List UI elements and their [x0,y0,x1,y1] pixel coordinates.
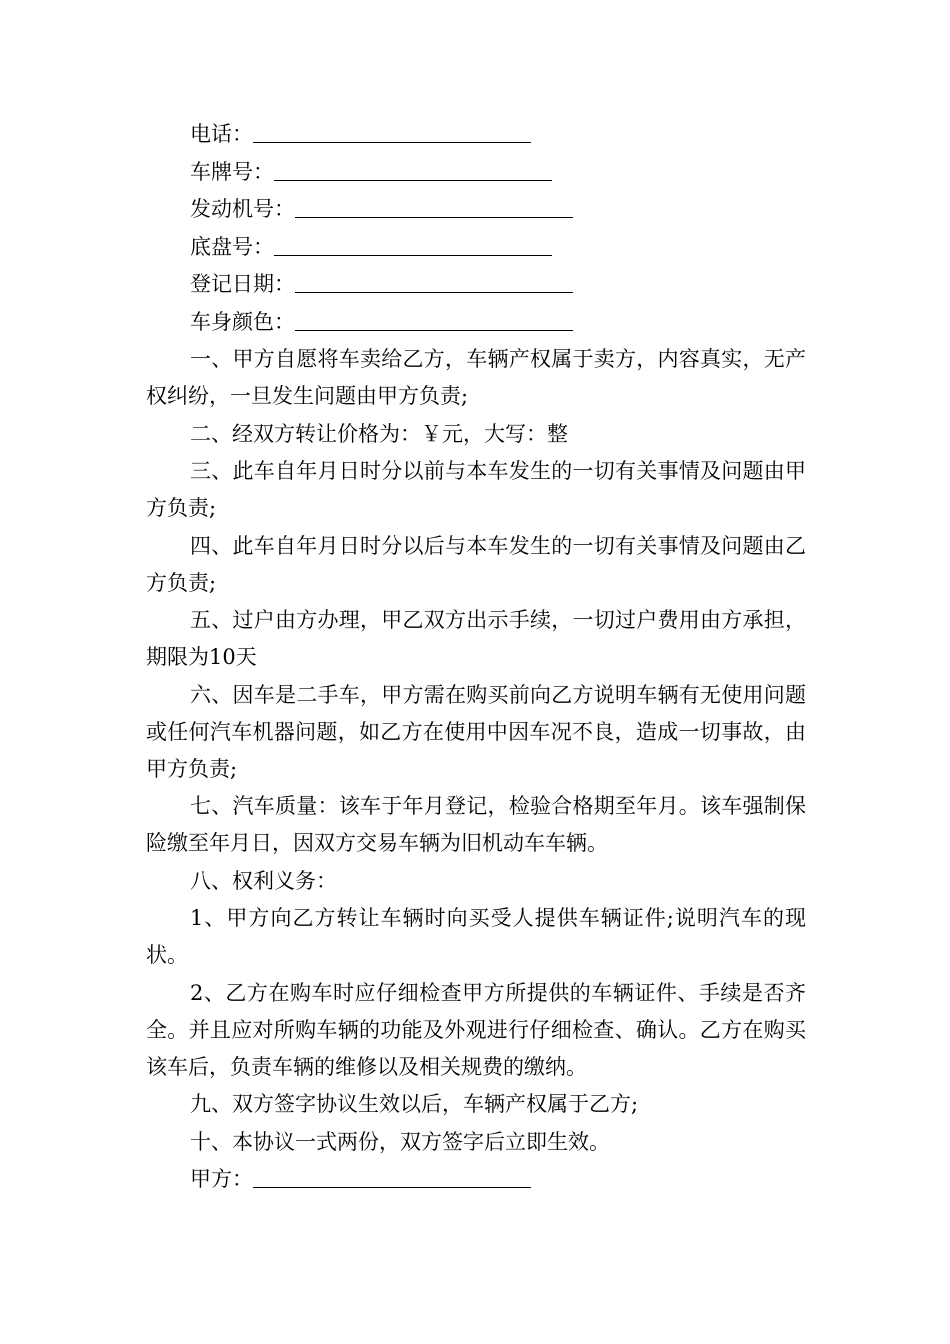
clause-10: 十、本协议一式两份，双方签字后立即生效。 [190,1129,610,1154]
field-label: 电话： [190,122,253,146]
blank-line [295,272,573,293]
registration-date-field [146,266,806,304]
field-label: 车牌号： [190,159,274,184]
blank-line [253,122,531,143]
party-a-signature-field [146,1161,806,1199]
plate-number-field [146,154,806,192]
field-label: 车身颜色： [190,309,295,334]
clause-8-item-1: 1、甲方向乙方转让车辆时向买受人提供车辆证件;说明汽车的现状。 [146,906,806,967]
clause-2: 二、经双方转让价格为：￥元，大写：整 [190,421,568,446]
phone-field [146,116,806,154]
body-color-field [146,304,806,342]
clause-3: 三、此车自年月日时分以前与本车发生的一切有关事情及问题由甲方负责; [146,459,806,520]
blank-line [295,197,573,218]
blank-line [295,310,573,331]
clause-1: 一、甲方自愿将车卖给乙方，车辆产权属于卖方，内容真实，无产权纠纷，一旦发生问题由甲方负责; [146,347,806,408]
clause-6: 六、因车是二手车，甲方需在购买前向乙方说明车辆有无使用问题或任何汽车机器问题，如乙方在使用中因车况不良，造成一切事故，由甲方负责; [146,682,806,781]
blank-line [253,1167,531,1188]
engine-number-field [146,191,806,229]
field-label: 甲方： [190,1167,253,1191]
clause-8: 八、权利义务： [190,868,337,893]
clause-5: 五、过户由方办理，甲乙双方出示手续，一切过户费用由方承担，期限为10天 [146,608,806,669]
chassis-number-field [146,229,806,267]
clause-9: 九、双方签字协议生效以后，车辆产权属于乙方; [190,1092,639,1116]
field-label: 发动机号： [190,197,295,221]
clause-4: 四、此车自年月日时分以后与本车发生的一切有关事情及问题由乙方负责; [146,533,806,595]
blank-line [274,160,552,181]
document-page [146,116,806,1199]
blank-line [274,235,552,256]
field-label: 登记日期： [190,272,295,296]
clause-8-item-2: 2、乙方在购车时应仔细检查甲方所提供的车辆证件、手续是否齐全。并且应对所购车辆的功能及外观进行仔细检查、确认。乙方在购买该车后，负责车辆的维修以及相关规费的缴纳。 [146,980,806,1079]
field-label: 底盘号： [190,234,274,259]
clause-7: 七、汽车质量：该车于年月登记，检验合格期至年月。该车强制保险缴至年月日，因双方交易车辆为旧机动车车辆。 [146,794,806,855]
